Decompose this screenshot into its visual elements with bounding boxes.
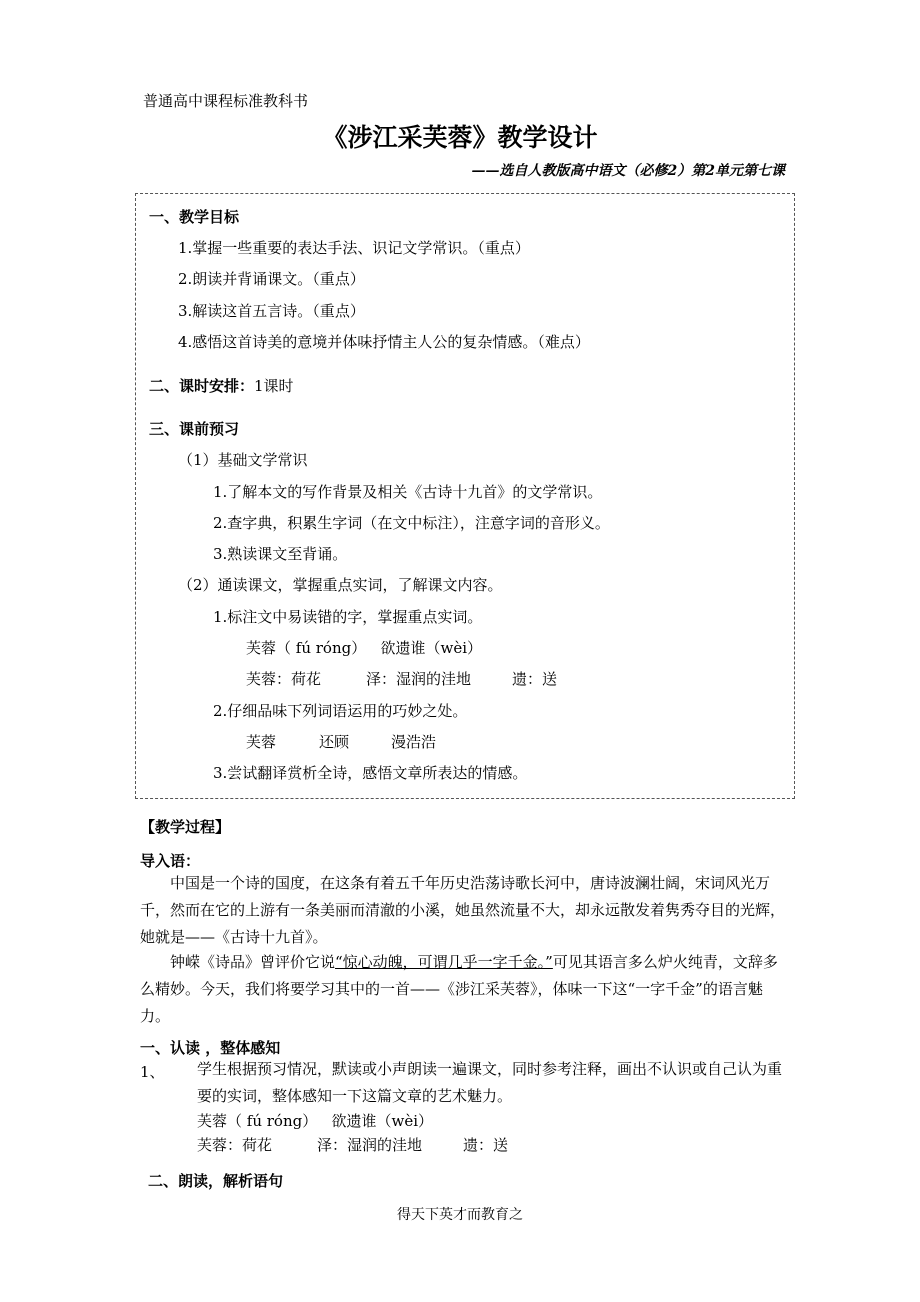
intro-text: 钟嵘《诗品》曾评价它说 bbox=[170, 953, 336, 971]
preview-item: 3.尝试翻译赏析全诗，感悟文章所表达的情感。 bbox=[213, 764, 528, 782]
quote-text: “惊心动魄，可谓几乎一字千金。” bbox=[335, 953, 553, 971]
vocab-word: 芙蓉 bbox=[246, 733, 277, 751]
vocab-word: 漫浩浩 bbox=[391, 733, 437, 751]
section-schedule-heading: 二、课时安排： bbox=[149, 377, 255, 395]
preview-item: 1.了解本文的写作背景及相关《古诗十九首》的文学常识。 bbox=[213, 483, 603, 501]
definition: 芙蓉：荷花 bbox=[197, 1136, 273, 1154]
section-schedule-value: 1课时 bbox=[254, 377, 294, 395]
goal-item: 3.解读这首五言诗。（重点） bbox=[178, 302, 365, 320]
definition: 遗：送 bbox=[512, 670, 558, 688]
preview-item: 1.标注文中易读错的字，掌握重点实词。 bbox=[213, 608, 483, 626]
goal-item: 2.朗读并背诵课文。（重点） bbox=[178, 270, 365, 288]
section-preview-heading: 三、课前预习 bbox=[149, 420, 240, 438]
goal-item: 1.掌握一些重要的表达手法、识记文学常识。（重点） bbox=[178, 239, 530, 257]
step2-heading: 二、朗读，解析语句 bbox=[148, 1172, 284, 1190]
section-goals-heading: 一、教学目标 bbox=[149, 208, 240, 226]
intro-paragraph-quote bbox=[140, 949, 785, 1030]
section-schedule bbox=[149, 375, 294, 396]
preview-part2-label: （2）通读课文，掌握重点实词，了解课文内容。 bbox=[178, 576, 503, 594]
definition: 遗：送 bbox=[463, 1136, 509, 1154]
step1-text: 学生根据预习情况，默读或小声朗读一遍课文，同时参考注释，画出不认识或自己认为重要的实词，整体感知一下这篇文章的艺术魅力。 bbox=[197, 1060, 783, 1105]
preview-box bbox=[135, 193, 795, 799]
vocab-word: 还顾 bbox=[319, 733, 350, 751]
pronunciation-line: 芙蓉（ fú róng） 欲遗谁（wèi） bbox=[197, 1112, 434, 1130]
intro-text: 可见其语言多么炉火纯青，文辞多么精妙。今天，我们将要学习其中的一首——《涉江采芙蓉》，体味一下这“一字千金”的语言魅力。 bbox=[140, 953, 778, 1025]
process-heading: 【教学过程】 bbox=[140, 818, 231, 836]
definition: 芙蓉：荷花 bbox=[246, 670, 322, 688]
definition: 泽：湿润的洼地 bbox=[317, 1136, 423, 1154]
step1-heading: 一、认读 ，整体感知 bbox=[140, 1039, 281, 1057]
pronunciation-line: 芙蓉（ fú róng） 欲遗谁（wèi） bbox=[246, 639, 483, 657]
preview-item: 3.熟读课文至背诵。 bbox=[213, 545, 348, 563]
step1-number: 1、 bbox=[140, 1063, 165, 1081]
definition: 泽：湿润的洼地 bbox=[366, 670, 472, 688]
page-title: 《涉江采芙蓉》教学设计 bbox=[322, 123, 598, 152]
preview-part1-label: （1）基础文学常识 bbox=[178, 451, 308, 469]
preview-item: 2.查字典，积累生字词（在文中标注），注意字词的音形义。 bbox=[213, 514, 610, 532]
footer-motto: 得天下英才而教育之 bbox=[397, 1207, 523, 1223]
goal-item: 4.感悟这首诗美的意境并体味抒情主人公的复杂情感。（难点） bbox=[178, 333, 590, 351]
intro-label: 导入语： bbox=[140, 852, 201, 870]
page-subtitle: ——选自人教版高中语文（必修2）第2单元第七课 bbox=[471, 163, 785, 179]
book-series-label: 普通高中课程标准教科书 bbox=[143, 92, 309, 110]
intro-paragraph: 中国是一个诗的国度，在这条有着五千年历史浩荡诗歌长河中，唐诗波澜壮阔，宋词风光万千，然而在它的上游有一条美丽而清澈的小溪，她虽然流量不大，却永远散发着隽秀夺目的光辉，她就是——《古诗十九首》。 bbox=[140, 874, 786, 946]
preview-item: 2.仔细品味下列词语运用的巧妙之处。 bbox=[213, 702, 468, 720]
